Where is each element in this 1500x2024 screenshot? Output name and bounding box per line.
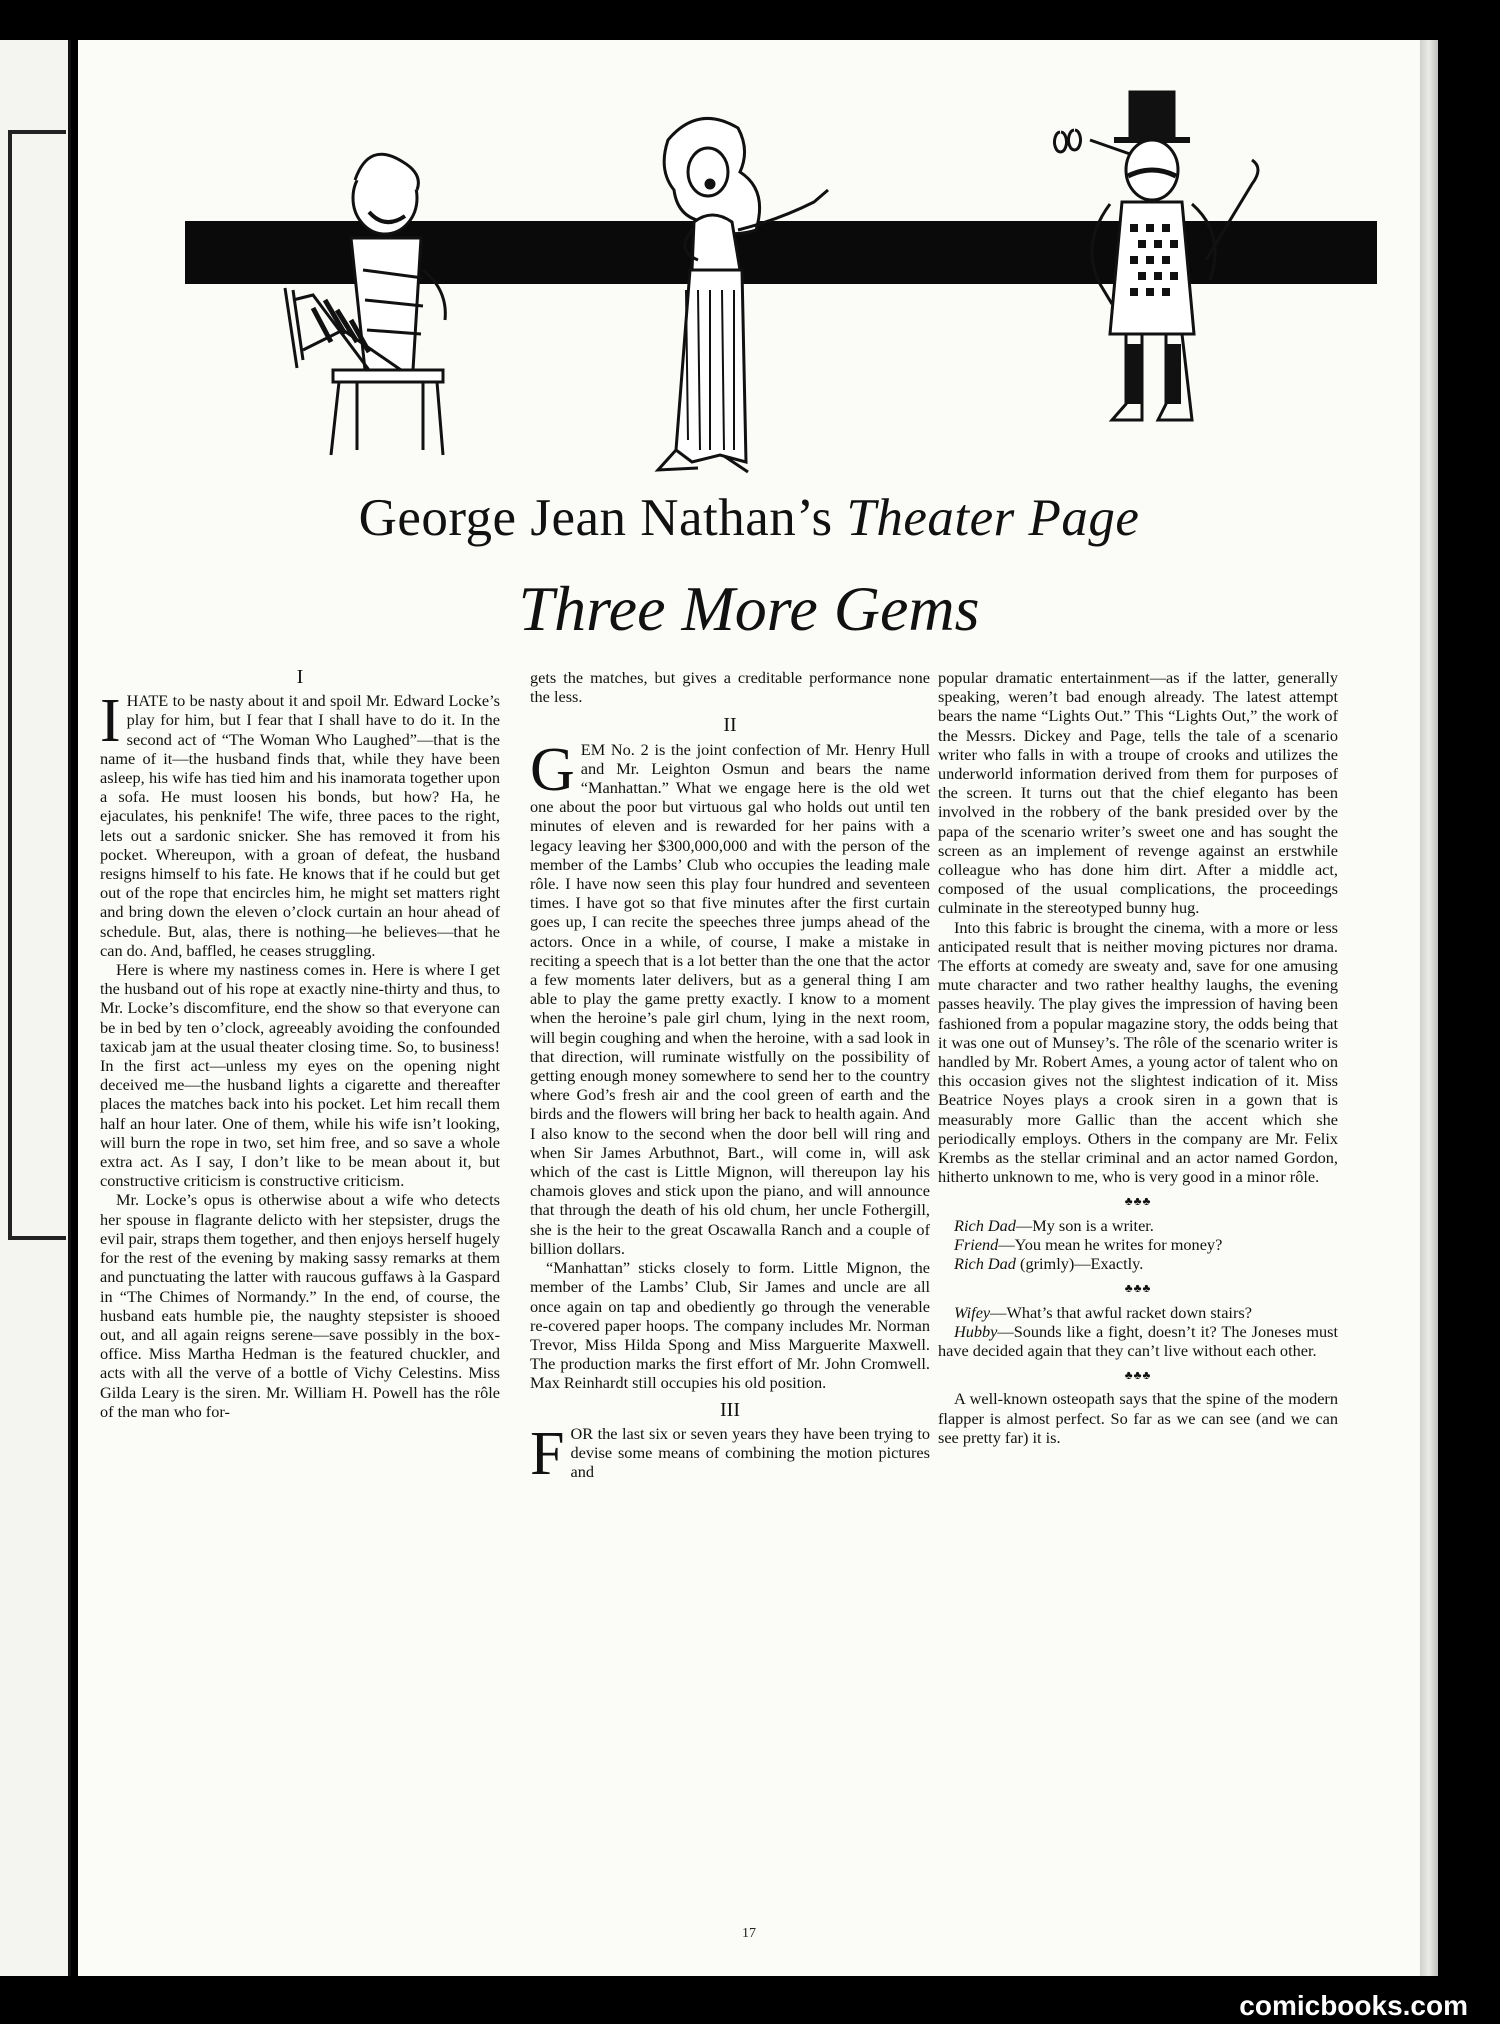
joke-line: Friend—You mean he writes for money? [954, 1234, 1223, 1254]
magazine-page [78, 40, 1420, 1976]
site-watermark: comicbooks.com [1239, 1990, 1468, 2021]
paragraph: Mr. Locke’s opus is otherwise about a wife who detects her spouse in flagrante delicto with her stepsister, drugs the evil pair, straps them together, and then enjoys herself hugely for the rest of the evening by making sassy remarks at them and punctuating the latter with raucous guffaws à la Gaspard in “The Chimes of Normandy.” In the end, of course, the husband eats humble pie, the naughty stepsister is shooed out, and all again reigns serene—save possibly in the box-office. Miss Martha Hedman is the featured chuckler, and acts with all the verve of a bottle of Vichy Celestins. Miss Gilda Leary is the siren. Mr. William H. Powell has the rôle of the man who for- [100, 1190, 500, 1421]
column-2 [530, 668, 930, 1488]
bound-man-illustration [273, 120, 503, 460]
drop-cap: G [530, 735, 575, 804]
page-number: 17 [742, 1926, 756, 1941]
joke-line: A well-known osteopath says that the spine of the modern flapper is almost perfect. So far as we can see (and we can see pretty far) it is. [938, 1389, 1338, 1447]
drop-cap: F [530, 1419, 565, 1488]
paragraph: GEM No. 2 is the joint confection of Mr. Henry Hull and Mr. Leighton Osmun and bears the name “Manhattan.” What we engage here is the old wet one about the poor but virtuous gal who holds out until ten minutes of eleven and is rewarded for her pains with a legacy leaving her $300,000,000 and with the person of the member of the Lambs’ Club who occupies the leading male rôle. I have now seen this play four hundred and seventeen times. I have got so that five minutes after the first curtain goes up, I can recite the speeches three jumps ahead of the actors. Once in a while, of course, I make a mistake in reciting a speech that is a lot better than the one that the actor a few moments later delivers, but as a general thing I am able to play the game pretty exactly. I know to a moment when the heroine’s pale girl chum, lying in the next room, will begin coughing and when the heroine, with a sad look in that direction, will ruminate wistfully on the possibility of getting enough money somewhere to send her to the country where God’s fresh air and the cool green of earth and the birds and the flowers will bring her back to health again. And I also know to the second when the door bell will ring and when Sir James Arbuthnot, Bart., will come in, will ask which of the cast is Little Mignon, will thereupon lay his chamois gloves and stick upon the piano, and will announce that through the death of his old chum, her uncle Fothergill, she is the heir to the great Oscawalla Ranch and a couple of billion dollars. [530, 735, 930, 1258]
column-1 [100, 668, 500, 1421]
paragraph: Into this fabric is brought the cinema, with a more or less anticipated result that is neither moving pictures nor drama. The efforts at comedy are sweaty and, save for one amusing mute character and two rather healthy laughs, the evening passes heavily. The play gives the impression of having been fashioned from a popular magazine story, the odds being that it was one out of Munsey’s. The rôle of the scenario writer is handled by Mr. Robert Ames, a young actor of talent who on this occasion gives not the slightest indication of it. Miss Beatrice Noyes plays a crook siren in a gown that is measurably more Gallic than the accent which she periodically employs. Others in the company are Mr. Felix Krembs as the stellar criminal and an actor named Gordon, hitherto unknown to me, who is very good in a minor rôle. [938, 917, 1338, 1187]
joke-line: Hubby—Sounds like a fight, doesn’t it? The Joneses must have decided again that they can’t live without each other. [938, 1321, 1338, 1360]
article-title: Three More Gems [518, 573, 980, 644]
paragraph: popular dramatic entertainment—as if the latter, generally speaking, weren’t bad enough already. The latest attempt bears the name “Lights Out.” This “Lights Out,” the work of the Messrs. Dickey and Page, tells the tale of a scenario writer who falls in with a troupe of crooks and utilizes the underworld information derived from them for purposes of the screen. It turns out that the chief eleganto has been involved in the robbery of the bank presided over by the papa of the scenario writer’s sweet one and has sought the screen as an implement of revenge against an erstwhile colleague who has done him dirt. After a middle act, composed of the usual complications, the proceedings culminate in the stereotyped bunny hug. [938, 668, 1338, 918]
section-heading-3: III [720, 1398, 740, 1421]
paragraph: gets the matches, but gives a creditable performance none the less. [530, 668, 930, 707]
paragraph: FOR the last six or seven years they have been trying to devise some means of combining the motion pictures and [530, 1419, 930, 1488]
joke-line: Rich Dad—My son is a writer. [954, 1215, 1154, 1235]
paragraph: Here is where my nastiness comes in. Here is where I get the husband out of his rope at exactly nine-thirty and thus, to Mr. Locke’s discomfiture, end the show so that everyone can be in bed by ten o’clock, agreeably avoiding the confounded taxicab jam at the usual theater closing time. So, to business! In the first act—unless my eyes on the opening night deceived me—the husband lights a cigarette and thereafter places the matches back into his pocket. Let him recall them half an hour later. One of them, while his wife isn’t looking, will burn the rope in two, set him free, and so save a whole extra act. As I say, I don’t like to be mean about it, but constructive criticism is constructive criticism. [100, 960, 500, 1191]
villain-illustration [1030, 84, 1270, 444]
ornament-divider: ♣♣♣ [1124, 1194, 1152, 1209]
ornament-divider: ♣♣♣ [1124, 1368, 1152, 1383]
column-3 [938, 668, 1338, 1447]
joke-line: Rich Dad (grimly)—Exactly. [954, 1254, 1144, 1274]
ornament-divider: ♣♣♣ [1124, 1281, 1152, 1296]
joke-line: Wifey—What’s that awful racket down stairs? [954, 1302, 1252, 1322]
section-heading-2: II [723, 714, 737, 737]
section-heading-1: I [296, 666, 304, 688]
paragraph: “Manhattan” sticks closely to form. Little Mignon, the member of the Lambs’ Club, Sir James and uncle are all once again on tap and obediently go through the venerable re-covered paper hoops. The company includes Mr. Norman Trevor, Miss Hilda Spong and Miss Marguerite Maxwell. The production marks the first effort of Mr. John Cromwell. Max Reinhardt still occupies his old position. [530, 1258, 930, 1393]
page-title: George Jean Nathan’s Theater Page [358, 489, 1140, 547]
drop-cap: I [100, 687, 121, 756]
page-stack-edge [1420, 40, 1438, 1976]
paragraph: IHATE to be nasty about it and spoil Mr. Edward Locke’s play for him, but I fear that I shall have to do it. In the second act of “The Woman Who Laughed”—that is the name of it—the husband finds that, while they have been asleep, his wife has tied him and his inamorata together upon a sofa. He must loosen his bonds, but how? Ha, he ejaculates, his penknife! The wife, three paces to the right, lets out a sardonic snicker. She has removed it from his pocket. Whereupon, with a groan of defeat, the husband resigns himself to his fate. He knows that if he could but get out of the rope that encircles him, he might set matters right and bring down the eleven o’clock curtain an hour ahead of schedule. But, alas, there is nothing—he believes—that he can do. And, baffled, he ceases struggling. [100, 687, 500, 960]
heroine-illustration [628, 110, 878, 485]
adjacent-page-edge [0, 40, 71, 1976]
